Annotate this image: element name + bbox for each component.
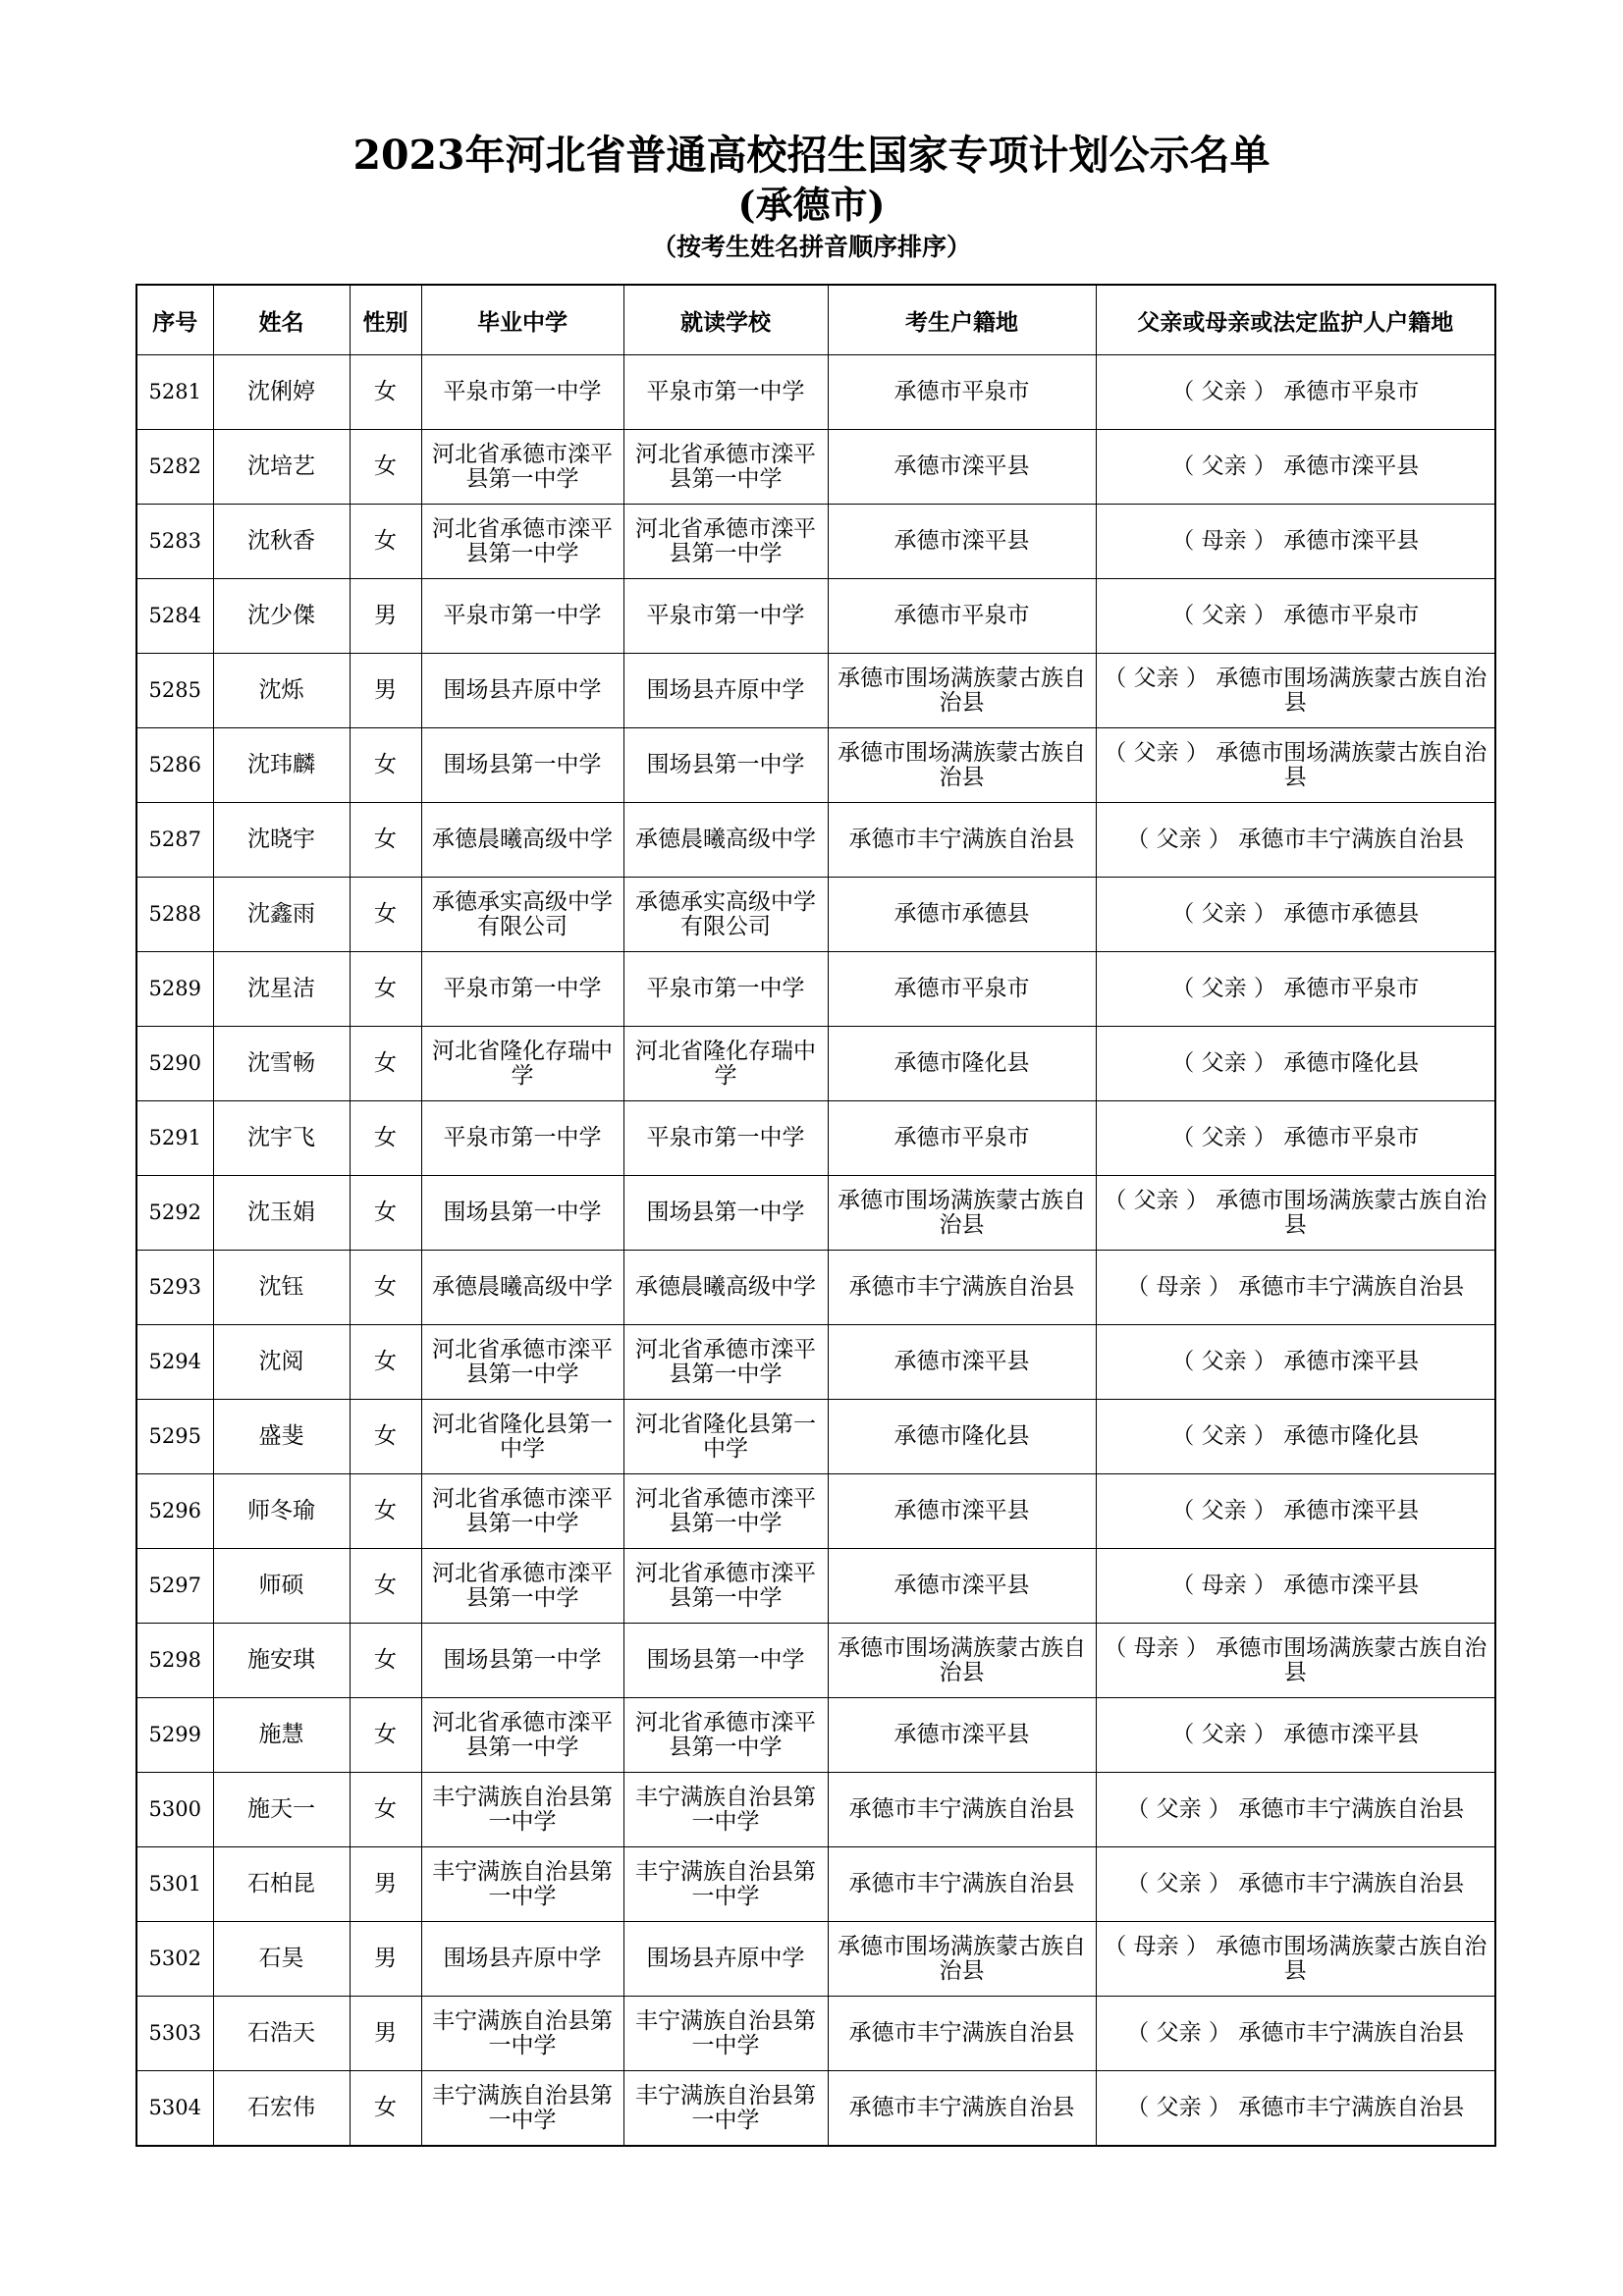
guardian-registration-cell: （ 父亲 ） 承德市承德县 bbox=[1096, 878, 1495, 952]
name-cell: 沈宇飞 bbox=[213, 1101, 350, 1176]
current-school-cell: 河北省承德市滦平县第一中学 bbox=[623, 1474, 828, 1549]
name-cell: 沈鑫雨 bbox=[213, 878, 350, 952]
name-cell: 石昊 bbox=[213, 1922, 350, 1997]
gender-cell: 女 bbox=[350, 1325, 421, 1400]
guardian-registration-cell: （ 父亲 ） 承德市隆化县 bbox=[1096, 1400, 1495, 1474]
name-cell: 沈玉娟 bbox=[213, 1176, 350, 1251]
name-cell: 沈烁 bbox=[213, 654, 350, 728]
table-row bbox=[136, 1922, 1495, 1997]
guardian-registration-cell: （ 父亲 ） 承德市丰宁满族自治县 bbox=[1096, 803, 1495, 878]
household-registration-cell: 承德市平泉市 bbox=[828, 952, 1096, 1027]
table-row bbox=[136, 952, 1495, 1027]
current-school-cell: 河北省承德市滦平县第一中学 bbox=[623, 430, 828, 505]
table-row bbox=[136, 728, 1495, 803]
name-cell: 石柏昆 bbox=[213, 1847, 350, 1922]
graduation-school-cell: 承德晨曦高级中学 bbox=[421, 1251, 623, 1325]
graduation-school-cell: 平泉市第一中学 bbox=[421, 579, 623, 654]
graduation-school-cell: 围场县卉原中学 bbox=[421, 654, 623, 728]
gender-cell: 女 bbox=[350, 1549, 421, 1624]
table-row bbox=[136, 1847, 1495, 1922]
household-registration-cell: 承德市滦平县 bbox=[828, 1474, 1096, 1549]
name-cell: 沈钰 bbox=[213, 1251, 350, 1325]
gender-cell: 男 bbox=[350, 579, 421, 654]
current-school-cell: 河北省承德市滦平县第一中学 bbox=[623, 505, 828, 579]
guardian-registration-cell: （ 父亲 ） 承德市围场满族蒙古族自治县 bbox=[1096, 728, 1495, 803]
name-cell: 沈晓宇 bbox=[213, 803, 350, 878]
current-school-cell: 围场县卉原中学 bbox=[623, 1922, 828, 1997]
household-registration-cell: 承德市滦平县 bbox=[828, 1549, 1096, 1624]
name-cell: 沈少傑 bbox=[213, 579, 350, 654]
current-school-cell: 丰宁满族自治县第一中学 bbox=[623, 1847, 828, 1922]
name-cell: 师冬瑜 bbox=[213, 1474, 350, 1549]
current-school-cell: 河北省隆化存瑞中学 bbox=[623, 1027, 828, 1101]
graduation-school-cell: 河北省承德市滦平县第一中学 bbox=[421, 1474, 623, 1549]
graduation-school-cell: 河北省承德市滦平县第一中学 bbox=[421, 505, 623, 579]
serial-cell: 5283 bbox=[136, 505, 213, 579]
column-header-name: 姓名 bbox=[213, 285, 350, 355]
gender-cell: 女 bbox=[350, 1251, 421, 1325]
serial-cell: 5303 bbox=[136, 1997, 213, 2071]
current-school-cell: 围场县第一中学 bbox=[623, 1624, 828, 1698]
table-header-row bbox=[136, 285, 1495, 355]
name-cell: 沈玮麟 bbox=[213, 728, 350, 803]
gender-cell: 女 bbox=[350, 1400, 421, 1474]
guardian-registration-cell: （ 父亲 ） 承德市滦平县 bbox=[1096, 1698, 1495, 1773]
household-registration-cell: 承德市丰宁满族自治县 bbox=[828, 1773, 1096, 1847]
graduation-school-cell: 丰宁满族自治县第一中学 bbox=[421, 1773, 623, 1847]
table-row bbox=[136, 1400, 1495, 1474]
household-registration-cell: 承德市承德县 bbox=[828, 878, 1096, 952]
gender-cell: 男 bbox=[350, 1997, 421, 2071]
graduation-school-cell: 承德承实高级中学有限公司 bbox=[421, 878, 623, 952]
current-school-cell: 承德晨曦高级中学 bbox=[623, 1251, 828, 1325]
household-registration-cell: 承德市围场满族蒙古族自治县 bbox=[828, 654, 1096, 728]
graduation-school-cell: 河北省承德市滦平县第一中学 bbox=[421, 430, 623, 505]
graduation-school-cell: 河北省隆化存瑞中学 bbox=[421, 1027, 623, 1101]
gender-cell: 女 bbox=[350, 1773, 421, 1847]
serial-cell: 5284 bbox=[136, 579, 213, 654]
name-cell: 沈雪畅 bbox=[213, 1027, 350, 1101]
name-cell: 施慧 bbox=[213, 1698, 350, 1773]
serial-cell: 5286 bbox=[136, 728, 213, 803]
table-row bbox=[136, 1997, 1495, 2071]
guardian-registration-cell: （ 父亲 ） 承德市丰宁满族自治县 bbox=[1096, 1997, 1495, 2071]
guardian-registration-cell: （ 父亲 ） 承德市丰宁满族自治县 bbox=[1096, 2071, 1495, 2147]
graduation-school-cell: 围场县第一中学 bbox=[421, 1176, 623, 1251]
table-row bbox=[136, 1549, 1495, 1624]
household-registration-cell: 承德市隆化县 bbox=[828, 1027, 1096, 1101]
gender-cell: 女 bbox=[350, 1176, 421, 1251]
table-row bbox=[136, 1474, 1495, 1549]
household-registration-cell: 承德市滦平县 bbox=[828, 1325, 1096, 1400]
graduation-school-cell: 平泉市第一中学 bbox=[421, 952, 623, 1027]
graduation-school-cell: 丰宁满族自治县第一中学 bbox=[421, 1847, 623, 1922]
gender-cell: 男 bbox=[350, 1847, 421, 1922]
name-cell: 石宏伟 bbox=[213, 2071, 350, 2147]
household-registration-cell: 承德市滦平县 bbox=[828, 505, 1096, 579]
guardian-registration-cell: （ 母亲 ） 承德市丰宁满族自治县 bbox=[1096, 1251, 1495, 1325]
gender-cell: 女 bbox=[350, 355, 421, 430]
serial-cell: 5291 bbox=[136, 1101, 213, 1176]
household-registration-cell: 承德市围场满族蒙古族自治县 bbox=[828, 1624, 1096, 1698]
guardian-registration-cell: （ 父亲 ） 承德市丰宁满族自治县 bbox=[1096, 1773, 1495, 1847]
guardian-registration-cell: （ 父亲 ） 承德市围场满族蒙古族自治县 bbox=[1096, 1176, 1495, 1251]
column-header-graduation-school: 毕业中学 bbox=[421, 285, 623, 355]
column-header-gender: 性别 bbox=[350, 285, 421, 355]
name-cell: 沈培艺 bbox=[213, 430, 350, 505]
table-row bbox=[136, 430, 1495, 505]
serial-cell: 5281 bbox=[136, 355, 213, 430]
serial-cell: 5301 bbox=[136, 1847, 213, 1922]
gender-cell: 女 bbox=[350, 1101, 421, 1176]
guardian-registration-cell: （ 父亲 ） 承德市围场满族蒙古族自治县 bbox=[1096, 654, 1495, 728]
gender-cell: 女 bbox=[350, 505, 421, 579]
household-registration-cell: 承德市丰宁满族自治县 bbox=[828, 2071, 1096, 2147]
guardian-registration-cell: （ 父亲 ） 承德市滦平县 bbox=[1096, 1474, 1495, 1549]
table-row bbox=[136, 878, 1495, 952]
serial-cell: 5299 bbox=[136, 1698, 213, 1773]
table-row bbox=[136, 579, 1495, 654]
name-cell: 施安琪 bbox=[213, 1624, 350, 1698]
household-registration-cell: 承德市丰宁满族自治县 bbox=[828, 1251, 1096, 1325]
gender-cell: 男 bbox=[350, 654, 421, 728]
name-cell: 师硕 bbox=[213, 1549, 350, 1624]
gender-cell: 女 bbox=[350, 1474, 421, 1549]
name-cell: 沈阅 bbox=[213, 1325, 350, 1400]
guardian-registration-cell: （ 父亲 ） 承德市滦平县 bbox=[1096, 430, 1495, 505]
table-row bbox=[136, 803, 1495, 878]
table-row bbox=[136, 1624, 1495, 1698]
graduation-school-cell: 围场县第一中学 bbox=[421, 728, 623, 803]
table-row bbox=[136, 1325, 1495, 1400]
graduation-school-cell: 承德晨曦高级中学 bbox=[421, 803, 623, 878]
table-row bbox=[136, 1027, 1495, 1101]
gender-cell: 女 bbox=[350, 728, 421, 803]
current-school-cell: 承德晨曦高级中学 bbox=[623, 803, 828, 878]
guardian-registration-cell: （ 父亲 ） 承德市隆化县 bbox=[1096, 1027, 1495, 1101]
household-registration-cell: 承德市平泉市 bbox=[828, 355, 1096, 430]
current-school-cell: 围场县卉原中学 bbox=[623, 654, 828, 728]
guardian-registration-cell: （ 父亲 ） 承德市平泉市 bbox=[1096, 579, 1495, 654]
serial-cell: 5287 bbox=[136, 803, 213, 878]
household-registration-cell: 承德市隆化县 bbox=[828, 1400, 1096, 1474]
household-registration-cell: 承德市丰宁满族自治县 bbox=[828, 803, 1096, 878]
graduation-school-cell: 河北省承德市滦平县第一中学 bbox=[421, 1698, 623, 1773]
household-registration-cell: 承德市丰宁满族自治县 bbox=[828, 1997, 1096, 2071]
serial-cell: 5288 bbox=[136, 878, 213, 952]
gender-cell: 女 bbox=[350, 1698, 421, 1773]
gender-cell: 女 bbox=[350, 1027, 421, 1101]
household-registration-cell: 承德市滦平县 bbox=[828, 1698, 1096, 1773]
household-registration-cell: 承德市平泉市 bbox=[828, 579, 1096, 654]
gender-cell: 女 bbox=[350, 2071, 421, 2147]
serial-cell: 5292 bbox=[136, 1176, 213, 1251]
current-school-cell: 平泉市第一中学 bbox=[623, 952, 828, 1027]
current-school-cell: 平泉市第一中学 bbox=[623, 579, 828, 654]
graduation-school-cell: 丰宁满族自治县第一中学 bbox=[421, 2071, 623, 2147]
serial-cell: 5295 bbox=[136, 1400, 213, 1474]
name-cell: 石浩天 bbox=[213, 1997, 350, 2071]
guardian-registration-cell: （ 母亲 ） 承德市滦平县 bbox=[1096, 505, 1495, 579]
household-registration-cell: 承德市围场满族蒙古族自治县 bbox=[828, 1922, 1096, 1997]
household-registration-cell: 承德市丰宁满族自治县 bbox=[828, 1847, 1096, 1922]
current-school-cell: 河北省隆化县第一中学 bbox=[623, 1400, 828, 1474]
gender-cell: 女 bbox=[350, 1624, 421, 1698]
graduation-school-cell: 围场县卉原中学 bbox=[421, 1922, 623, 1997]
table-row bbox=[136, 1698, 1495, 1773]
serial-cell: 5290 bbox=[136, 1027, 213, 1101]
column-header-household-registration: 考生户籍地 bbox=[828, 285, 1096, 355]
serial-cell: 5289 bbox=[136, 952, 213, 1027]
name-cell: 沈星洁 bbox=[213, 952, 350, 1027]
page-title: 2023年河北省普通高校招生国家专项计划公示名单 bbox=[352, 132, 1271, 179]
household-registration-cell: 承德市围场满族蒙古族自治县 bbox=[828, 1176, 1096, 1251]
current-school-cell: 河北省承德市滦平县第一中学 bbox=[623, 1698, 828, 1773]
serial-cell: 5297 bbox=[136, 1549, 213, 1624]
current-school-cell: 承德承实高级中学有限公司 bbox=[623, 878, 828, 952]
serial-cell: 5304 bbox=[136, 2071, 213, 2147]
gender-cell: 女 bbox=[350, 878, 421, 952]
roster-table bbox=[135, 284, 1496, 2147]
table-row bbox=[136, 355, 1495, 430]
table-row bbox=[136, 505, 1495, 579]
guardian-registration-cell: （ 母亲 ） 承德市围场满族蒙古族自治县 bbox=[1096, 1624, 1495, 1698]
guardian-registration-cell: （ 父亲 ） 承德市平泉市 bbox=[1096, 952, 1495, 1027]
household-registration-cell: 承德市围场满族蒙古族自治县 bbox=[828, 728, 1096, 803]
current-school-cell: 平泉市第一中学 bbox=[623, 355, 828, 430]
name-cell: 盛斐 bbox=[213, 1400, 350, 1474]
table-row bbox=[136, 1101, 1495, 1176]
column-header-current-school: 就读学校 bbox=[623, 285, 828, 355]
serial-cell: 5282 bbox=[136, 430, 213, 505]
graduation-school-cell: 平泉市第一中学 bbox=[421, 355, 623, 430]
table-body bbox=[136, 355, 1495, 2147]
table-row bbox=[136, 1773, 1495, 1847]
current-school-cell: 丰宁满族自治县第一中学 bbox=[623, 1773, 828, 1847]
graduation-school-cell: 围场县第一中学 bbox=[421, 1624, 623, 1698]
graduation-school-cell: 河北省承德市滦平县第一中学 bbox=[421, 1325, 623, 1400]
name-cell: 沈秋香 bbox=[213, 505, 350, 579]
guardian-registration-cell: （ 父亲 ） 承德市平泉市 bbox=[1096, 355, 1495, 430]
serial-cell: 5293 bbox=[136, 1251, 213, 1325]
household-registration-cell: 承德市滦平县 bbox=[828, 430, 1096, 505]
table-row bbox=[136, 2071, 1495, 2147]
current-school-cell: 丰宁满族自治县第一中学 bbox=[623, 1997, 828, 2071]
serial-cell: 5298 bbox=[136, 1624, 213, 1698]
graduation-school-cell: 河北省承德市滦平县第一中学 bbox=[421, 1549, 623, 1624]
table-row bbox=[136, 654, 1495, 728]
household-registration-cell: 承德市平泉市 bbox=[828, 1101, 1096, 1176]
gender-cell: 女 bbox=[350, 430, 421, 505]
current-school-cell: 河北省承德市滦平县第一中学 bbox=[623, 1325, 828, 1400]
graduation-school-cell: 河北省隆化县第一中学 bbox=[421, 1400, 623, 1474]
serial-cell: 5294 bbox=[136, 1325, 213, 1400]
serial-cell: 5296 bbox=[136, 1474, 213, 1549]
table-row bbox=[136, 1176, 1495, 1251]
gender-cell: 女 bbox=[350, 952, 421, 1027]
graduation-school-cell: 丰宁满族自治县第一中学 bbox=[421, 1997, 623, 2071]
serial-cell: 5285 bbox=[136, 654, 213, 728]
name-cell: 沈俐婷 bbox=[213, 355, 350, 430]
serial-cell: 5300 bbox=[136, 1773, 213, 1847]
serial-cell: 5302 bbox=[136, 1922, 213, 1997]
guardian-registration-cell: （ 父亲 ） 承德市丰宁满族自治县 bbox=[1096, 1847, 1495, 1922]
page-subtitle: (承德市) bbox=[737, 183, 886, 227]
gender-cell: 男 bbox=[350, 1922, 421, 1997]
column-header-serial: 序号 bbox=[136, 285, 213, 355]
graduation-school-cell: 平泉市第一中学 bbox=[421, 1101, 623, 1176]
guardian-registration-cell: （ 母亲 ） 承德市滦平县 bbox=[1096, 1549, 1495, 1624]
current-school-cell: 围场县第一中学 bbox=[623, 1176, 828, 1251]
guardian-registration-cell: （ 父亲 ） 承德市滦平县 bbox=[1096, 1325, 1495, 1400]
current-school-cell: 河北省承德市滦平县第一中学 bbox=[623, 1549, 828, 1624]
guardian-registration-cell: （ 父亲 ） 承德市平泉市 bbox=[1096, 1101, 1495, 1176]
guardian-registration-cell: （ 母亲 ） 承德市围场满族蒙古族自治县 bbox=[1096, 1922, 1495, 1997]
table-row bbox=[136, 1251, 1495, 1325]
gender-cell: 女 bbox=[350, 803, 421, 878]
column-header-guardian-registration: 父亲或母亲或法定监护人户籍地 bbox=[1096, 285, 1495, 355]
current-school-cell: 围场县第一中学 bbox=[623, 728, 828, 803]
sort-note: （按考生姓名拼音顺序排序） bbox=[651, 233, 971, 261]
name-cell: 施天一 bbox=[213, 1773, 350, 1847]
current-school-cell: 丰宁满族自治县第一中学 bbox=[623, 2071, 828, 2147]
current-school-cell: 平泉市第一中学 bbox=[623, 1101, 828, 1176]
